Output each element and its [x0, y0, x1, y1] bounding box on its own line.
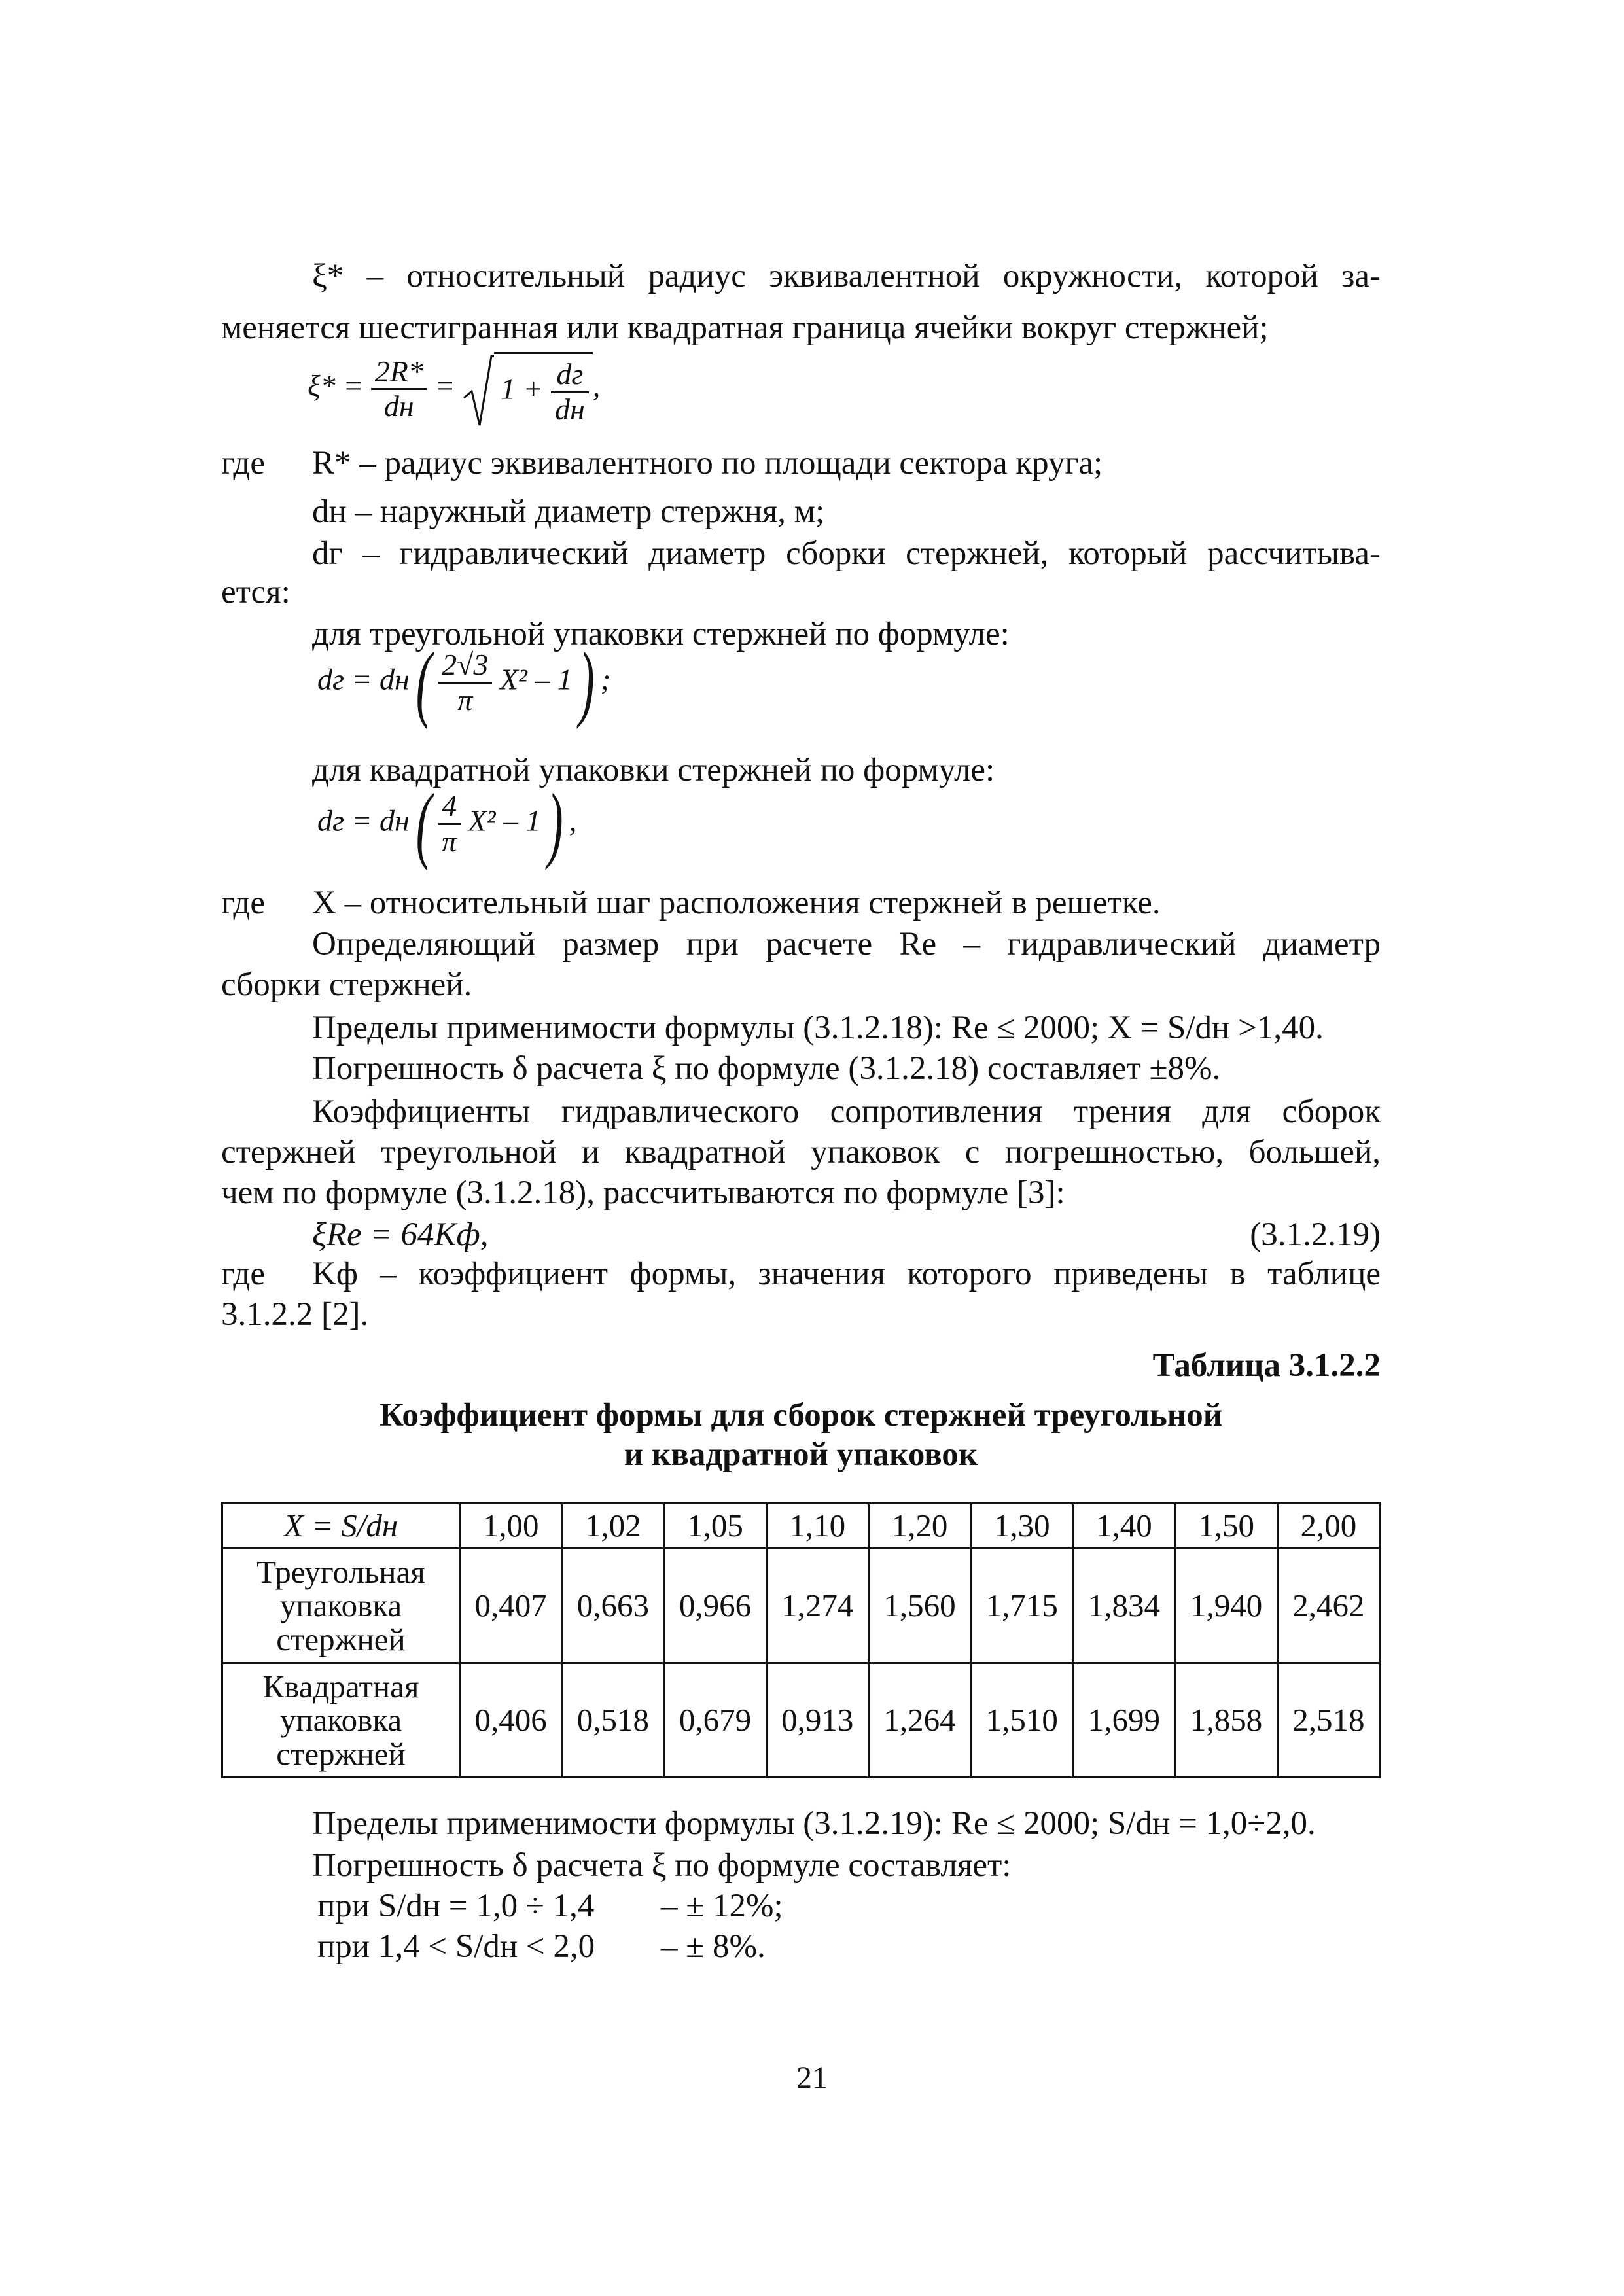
table-header-cell: 1,00 [460, 1504, 562, 1549]
table-row-square [222, 1663, 1380, 1778]
table-cell: 2,518 [1277, 1663, 1379, 1778]
triangular-intro: для треугольной упаковки стержней по формуле: [312, 616, 1010, 652]
xi-definition-line-2: меняется шестигранная или квадратная граница ячейки вокруг стержней; [221, 309, 1269, 346]
table-header-cell: 1,10 [766, 1504, 868, 1549]
error-row-2-condition: при 1,4 < S/dн < 2,0 [317, 1928, 595, 1965]
dg-definition-line-1: dг – гидравлический диаметр сборки стержней, который рассчитыва- [312, 535, 1381, 572]
dg-definition-line-2: ется: [221, 574, 291, 610]
row-label-square: Квадратная упаковка стержней [222, 1663, 460, 1778]
table-cell: 1,264 [868, 1663, 970, 1778]
table-header-row [222, 1504, 1380, 1549]
table-header-cell: 1,05 [664, 1504, 766, 1549]
formula-xi-star: ξ* = $\frac{2R*}{dн}$ = 1 + $\frac{dг}{dн}$ , [308, 352, 600, 426]
table-title-line-1: Коэффициент формы для сборок стержней треугольной [379, 1397, 1223, 1434]
where-label-2: где [221, 885, 265, 921]
table-cell: 0,966 [664, 1549, 766, 1663]
kf-definition-line-1: Kф – коэффициент формы, значения которого приведены в таблице [312, 1256, 1381, 1292]
xi-definition-line-1: ξ* – относительный радиус эквивалентной окружности, которой за- [312, 258, 1381, 294]
table-cell: 0,407 [460, 1549, 562, 1663]
table-header-label: X = S/dн [222, 1504, 460, 1549]
coefficients-line-1: Коэффициенты гидравлического сопротивления трения для сборок [312, 1093, 1381, 1130]
error-3-1-2-18: Погрешность δ расчета ξ по формуле (3.1.2.18) составляет ±8%. [312, 1050, 1221, 1087]
where-label-1: где [221, 445, 265, 482]
square-intro: для квадратной упаковки стержней по формуле: [312, 752, 995, 788]
table-cell: 1,510 [971, 1663, 1073, 1778]
table-cell: 1,560 [868, 1549, 970, 1663]
kf-definition-line-2: 3.1.2.2 [2]. [221, 1296, 369, 1333]
error-intro: Погрешность δ расчета ξ по формуле составляет: [312, 1847, 1012, 1884]
table-header-cell: 1,40 [1073, 1504, 1175, 1549]
table-label: Таблица 3.1.2.2 [1152, 1347, 1381, 1384]
sqrt-symbol: 1 + $\frac{dг}{dн}$ [463, 352, 593, 426]
error-row-1-value: – ± 12%; [661, 1888, 783, 1924]
table-cell: 0,518 [562, 1663, 664, 1778]
defining-size-line-2: сборки стержней. [221, 966, 472, 1003]
table-cell: 1,858 [1175, 1663, 1277, 1778]
table-cell: 1,834 [1073, 1549, 1175, 1663]
x-definition: X – относительный шаг расположения стержней в решетке. [312, 885, 1161, 921]
table-header-cell: 1,20 [868, 1504, 970, 1549]
r-star-definition: R* – радиус эквивалентного по площади сектора круга; [312, 445, 1103, 482]
table-row-triangular [222, 1549, 1380, 1663]
table-title-line-2: и квадратной упаковок [624, 1436, 978, 1473]
table-cell: 0,679 [664, 1663, 766, 1778]
coefficients-line-3: чем по формуле (3.1.2.18), рассчитываются по формуле [3]: [221, 1174, 1065, 1211]
shape-coefficient-table [221, 1502, 1381, 1778]
coefficients-line-2: стержней треугольной и квадратной упаковок с погрешностью, большей, [221, 1134, 1381, 1171]
table-cell: 1,715 [971, 1549, 1073, 1663]
table-cell: 1,940 [1175, 1549, 1277, 1663]
equation-number: (3.1.2.19) [1250, 1216, 1381, 1253]
table-header-cell: 1,30 [971, 1504, 1073, 1549]
table-cell: 1,274 [766, 1549, 868, 1663]
equation-3-1-2-19: ξRe = 64Kф, [312, 1216, 489, 1253]
table-cell: 0,913 [766, 1663, 868, 1778]
where-label-3: где [221, 1256, 265, 1292]
table-cell: 2,462 [1277, 1549, 1379, 1663]
row-label-triangular: Треугольная упаковка стержней [222, 1549, 460, 1663]
table-cell: 0,663 [562, 1549, 664, 1663]
formula-dg-triangular: dг = dн( $\frac{2√3}{\pi}$ X² – 1) ; [317, 635, 611, 730]
defining-size-line-1: Определяющий размер при расчете Re – гидравлический диаметр [312, 926, 1381, 963]
page-number: 21 [796, 2060, 828, 2095]
error-row-1-condition: при S/dн = 1,0 ÷ 1,4 [317, 1888, 595, 1924]
error-row-2-value: – ± 8%. [661, 1928, 766, 1965]
limits-3-1-2-19: Пределы применимости формулы (3.1.2.19): Re ≤ 2000; S/dн = 1,0÷2,0. [312, 1805, 1316, 1842]
dn-definition: dн – наружный диаметр стержня, м; [312, 493, 825, 530]
table-cell: 1,699 [1073, 1663, 1175, 1778]
table-header-cell: 2,00 [1277, 1504, 1379, 1549]
table-header-cell: 1,02 [562, 1504, 664, 1549]
limits-3-1-2-18: Пределы применимости формулы (3.1.2.18): Re ≤ 2000; X = S/dн >1,40. [312, 1010, 1324, 1046]
table-cell: 0,406 [460, 1663, 562, 1778]
table-header-cell: 1,50 [1175, 1504, 1277, 1549]
formula-dg-square: dг = dн( $\frac{4}{\pi}$ X² – 1) , [317, 777, 577, 871]
